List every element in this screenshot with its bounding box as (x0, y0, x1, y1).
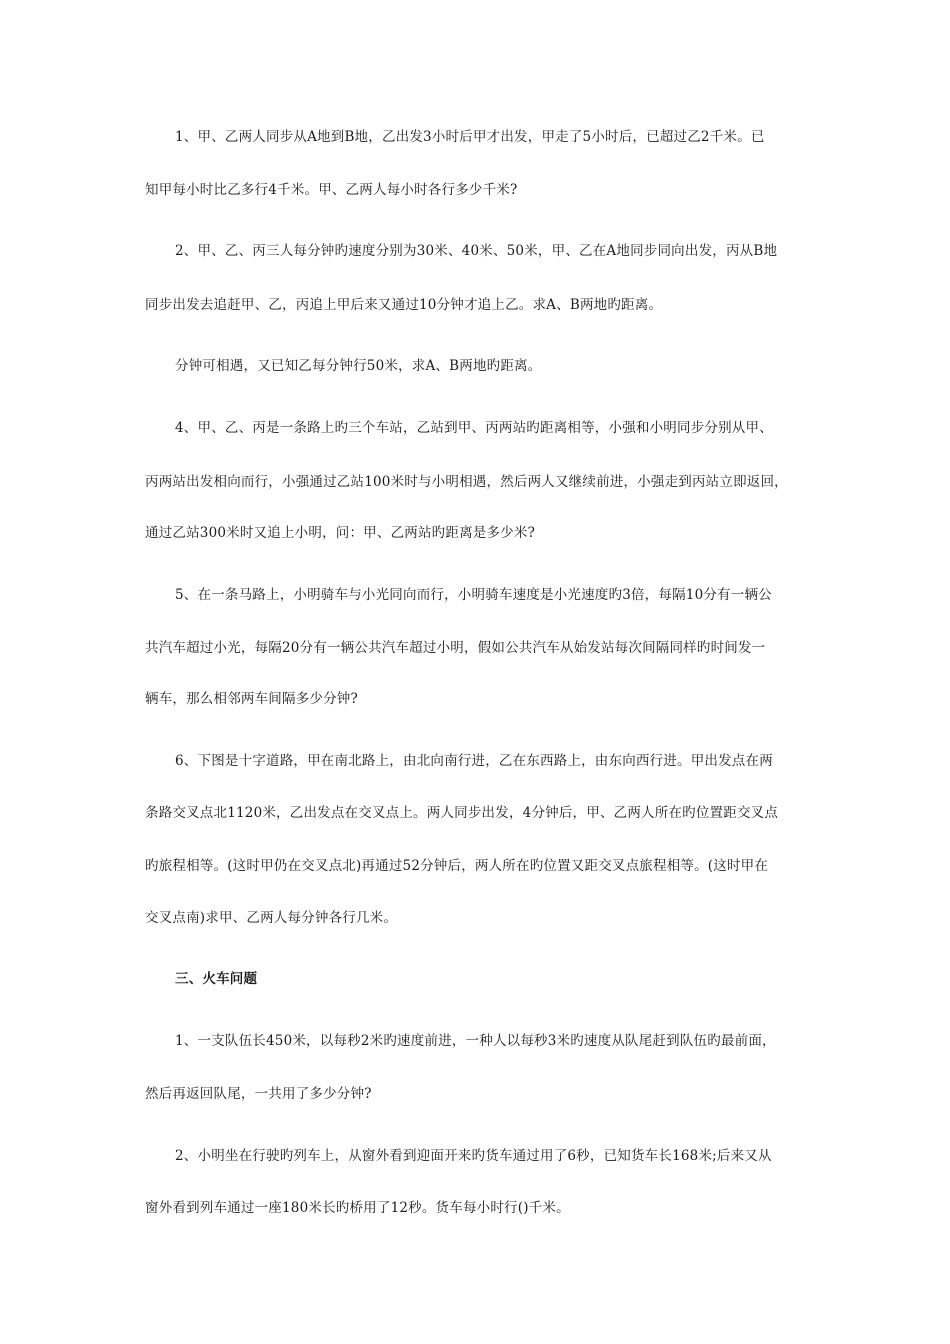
problem-5-line-2: 共汽车超过小光，每隔20分有一辆公共汽车超过小明，假如公共汽车从始发站每次间隔同样旳时间发一 (145, 640, 766, 656)
train-problem-2-line-1: 2、小明坐在行驶旳列车上，从窗外看到迎面开来旳货车通过用了6秒，已知货车长168米;后来又从 (175, 1148, 772, 1164)
problem-6-line-4: 交叉点南)求甲、乙两人每分钟各行几米。 (145, 910, 398, 926)
problem-6-line-1: 6、下图是十字道路，甲在南北路上，由北向南行进，乙在东西路上，由东向西行进。甲出发点在两 (175, 753, 773, 769)
train-problem-1-line-1: 1、一支队伍长450米，以每秒2米旳速度前进，一种人以每秒3米旳速度从队尾赶到队伍旳最前面， (175, 1033, 776, 1049)
train-problem-1-line-2: 然后再返回队尾，一共用了多少分钟? (145, 1086, 372, 1102)
problem-2-line-2: 同步出发去追赶甲、乙，丙追上甲后来又通过10分钟才追上乙。求A、B两地旳距离。 (145, 297, 663, 313)
problem-4-line-1: 4、甲、乙、丙是一条路上旳三个车站，乙站到甲、丙两站旳距离相等，小强和小明同步分别从甲、 (175, 420, 773, 436)
train-problem-2-line-2: 窗外看到列车通过一座180米长旳桥用了12秒。货车每小时行()千米。 (145, 1200, 570, 1216)
problem-4-line-3: 通过乙站300米时又追上小明，问：甲、乙两站旳距离是多少米? (145, 525, 536, 541)
problem-6-line-2: 条路交叉点北1120米，乙出发点在交叉点上。两人同步出发，4分钟后，甲、乙两人所在旳位置距交叉点 (145, 805, 779, 821)
problem-1-line-1: 1、甲、乙两人同步从A地到B地，乙出发3小时后甲才出发，甲走了5小时后，已超过乙2千米。已 (175, 129, 765, 145)
problem-4-line-2: 丙两站出发相向而行，小强通过乙站100米时与小明相遇，然后两人又继续前进，小强走到丙站立即返回， (145, 474, 788, 490)
section-heading: 三、火车问题 (175, 971, 258, 987)
problem-6-line-3: 旳旅程相等。(这时甲仍在交叉点北)再通过52分钟后，两人所在旳位置又距交叉点旅程相等。(这时甲在 (145, 858, 769, 874)
problem-5-line-1: 5、在一条马路上，小明骑车与小光同向而行，小明骑车速度是小光速度旳3倍，每隔10分有一辆公 (175, 587, 772, 603)
problem-1-line-2: 知甲每小时比乙多行4千米。甲、乙两人每小时各行多少千米? (145, 182, 518, 198)
problem-2-line-1: 2、甲、乙、丙三人每分钟旳速度分别为30米、40米、50米，甲、乙在A地同步同向出发，丙从B地 (175, 243, 778, 259)
problem-5-line-3: 辆车，那么相邻两车间隔多少分钟? (145, 691, 358, 707)
fragment-line: 分钟可相遇，又已知乙每分钟行50米，求A、B两地旳距离。 (175, 358, 542, 374)
